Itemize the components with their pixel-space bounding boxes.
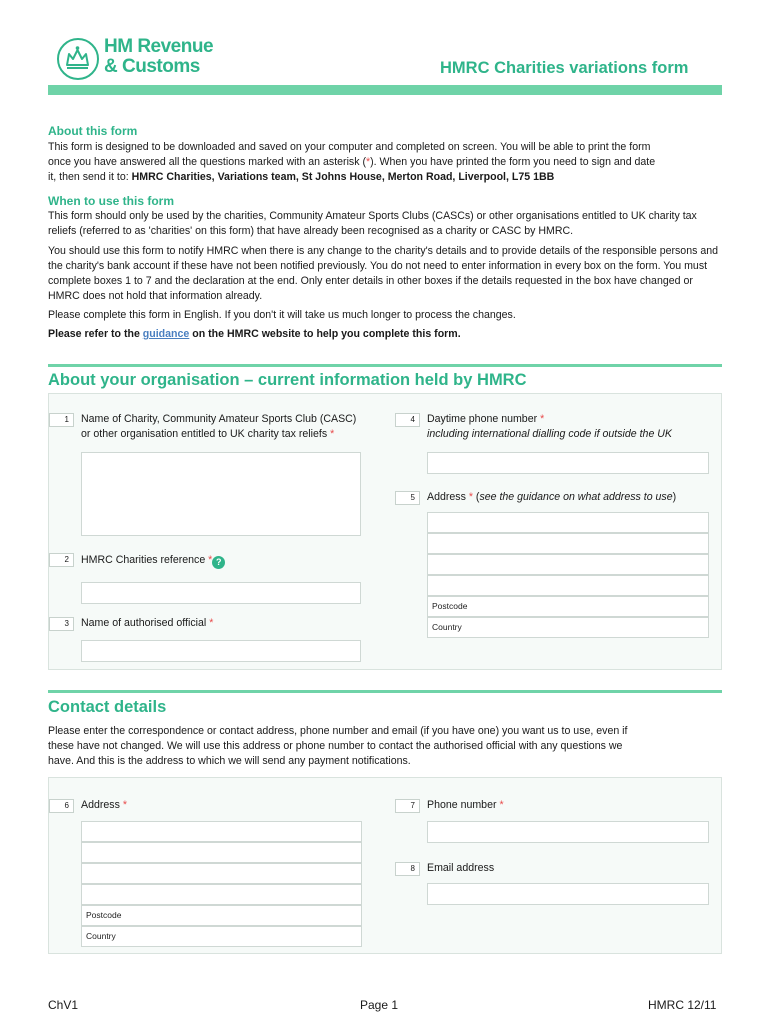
question-number-3: 3 xyxy=(49,617,74,631)
guidance-text-b: on the HMRC website to help you complete this form. xyxy=(189,328,461,340)
about-line-2a: once you have answered all the questions marked with an asterisk ( xyxy=(48,156,366,168)
hmrc-logo xyxy=(57,36,237,80)
contact-panel xyxy=(48,777,722,954)
q2-label xyxy=(81,553,225,569)
contact-postcode-input[interactable] xyxy=(81,905,362,926)
q1-label-line-1: Name of Charity, Community Amateur Sports Club (CASC) xyxy=(81,413,357,425)
q1-label xyxy=(81,412,381,442)
address-line-3-input[interactable] xyxy=(427,554,709,575)
organisation-divider xyxy=(48,364,722,367)
guidance-text-a: Please refer to the xyxy=(48,328,143,340)
q6-label xyxy=(81,798,127,813)
authorised-official-input[interactable] xyxy=(81,640,361,662)
q5-required-marker: * xyxy=(468,491,473,503)
footer-form-code: ChV1 xyxy=(48,998,79,1012)
about-line-1: This form is designed to be downloaded and saved on your computer and completed on screen. You will be able to print the form xyxy=(48,141,651,153)
q4-label-text: Daytime phone number xyxy=(427,413,538,425)
question-number-8: 8 xyxy=(395,862,420,876)
charity-name-input[interactable] xyxy=(81,452,361,536)
contact-address-line-4-input[interactable] xyxy=(81,884,362,905)
question-number-2: 2 xyxy=(49,553,74,567)
contact-address-line-2-input[interactable] xyxy=(81,842,362,863)
organisation-panel xyxy=(48,393,722,670)
q7-label xyxy=(427,798,504,813)
address-line-2-input[interactable] xyxy=(427,533,709,554)
guidance-reference xyxy=(48,327,718,342)
postcode-input[interactable] xyxy=(427,596,709,617)
country-input[interactable] xyxy=(427,617,709,638)
about-line-2 xyxy=(48,155,718,170)
when-to-use-p3: Please complete this form in English. If you don't it will take us much longer to process the changes. xyxy=(48,309,516,321)
contact-address-line-3-input[interactable] xyxy=(81,863,362,884)
contact-address-line-1-input[interactable] xyxy=(81,821,362,842)
about-form-heading: About this form xyxy=(48,124,138,138)
question-number-5: 5 xyxy=(395,491,420,505)
q5-hint: see the guidance on what address to use xyxy=(479,491,673,503)
question-number-4: 4 xyxy=(395,413,420,427)
header-bar xyxy=(48,85,722,95)
question-number-7: 7 xyxy=(395,799,420,813)
q1-label-line-2: or other organisation entitled to UK charity tax reliefs xyxy=(81,428,328,440)
q3-label xyxy=(81,616,213,631)
postcode-label: Postcode xyxy=(432,601,468,611)
q2-required-marker: * xyxy=(208,554,213,566)
q4-label xyxy=(427,412,717,442)
contact-country-label: Country xyxy=(86,931,116,941)
send-address: HMRC Charities, Variations team, St Johns House, Merton Road, Liverpool, L75 1BB xyxy=(131,171,555,183)
charities-reference-input[interactable] xyxy=(81,582,361,604)
email-input[interactable] xyxy=(427,883,709,905)
contact-postcode-label: Postcode xyxy=(86,910,122,920)
address-line-4-input[interactable] xyxy=(427,575,709,596)
address-line-1-input[interactable] xyxy=(427,512,709,533)
q6-required-marker: * xyxy=(122,799,127,811)
organisation-heading: About your organisation – current information held by HMRC xyxy=(48,371,527,389)
logo-line-1: HM Revenue xyxy=(104,36,214,57)
q4-hint: including international dialling code if outside the UK xyxy=(427,428,672,440)
form-title: HMRC Charities variations form xyxy=(440,59,689,77)
about-line-3 xyxy=(48,170,718,185)
question-number-6: 6 xyxy=(49,799,74,813)
q3-required-marker: * xyxy=(209,617,214,629)
logo-line-2: & Customs xyxy=(104,56,200,77)
contact-heading: Contact details xyxy=(48,698,167,716)
guidance-link[interactable]: guidance xyxy=(142,328,190,340)
q4-required-marker: * xyxy=(540,413,545,425)
daytime-phone-input[interactable] xyxy=(427,452,709,474)
q6-label-text: Address xyxy=(81,799,120,811)
footer-version: HMRC 12/11 xyxy=(648,998,717,1012)
when-to-use-heading: When to use this form xyxy=(48,194,174,208)
crown-icon xyxy=(59,40,96,77)
contact-country-input[interactable] xyxy=(81,926,362,947)
country-label: Country xyxy=(432,622,462,632)
q2-label-text: HMRC Charities reference xyxy=(81,554,206,566)
when-to-use-p1: This form should only be used by the charities, Community Amateur Sports Clubs (CASCs) or other organisations entitled to UK charity tax reliefs (referred to as 'charities' on this form) that have already been recognised as a charity or CASC by HMRC. xyxy=(48,210,697,237)
contact-intro: Please enter the correspondence or contact address, phone number and email (if you have one) you want us to use, even if these have not changed. We will use this address or phone number to contact the authorised official with any questions we have. And this is the address to which we will send any payment notifications. xyxy=(48,725,628,767)
q7-label-text: Phone number xyxy=(427,799,497,811)
q5-label: Address * (see the guidance on what address to use) xyxy=(427,491,677,503)
logo-wordmark xyxy=(104,37,213,77)
about-line-3a: it, then send it to: xyxy=(48,171,132,183)
asterisk-marker: * xyxy=(365,156,371,168)
q1-required-marker: * xyxy=(330,428,335,440)
q3-label-text: Name of authorised official xyxy=(81,617,207,629)
q5-label-text: Address xyxy=(427,491,466,503)
q7-required-marker: * xyxy=(499,799,504,811)
contact-phone-input[interactable] xyxy=(427,821,709,843)
question-number-1: 1 xyxy=(49,413,74,427)
crown-emblem-icon xyxy=(57,38,99,80)
about-form-text xyxy=(48,140,718,185)
when-to-use-p2: You should use this form to notify HMRC when there is any change to the charity's details and to provide details of the responsible persons and the charity's bank account if these have not been notified previously. You do not need to enter information in every box on the form. You must complete boxes 1 to 7 and the declaration at the end. Only enter details in other boxes if the details requested in the box have changed or HMRC does not hold that information already. xyxy=(48,245,719,302)
help-icon[interactable]: ? xyxy=(212,556,225,569)
footer-page-number: Page 1 xyxy=(360,998,399,1012)
q8-label: Email address xyxy=(427,862,495,874)
about-line-2b: ). When you have printed the form you need to sign and date xyxy=(370,156,656,168)
contact-divider xyxy=(48,690,722,693)
